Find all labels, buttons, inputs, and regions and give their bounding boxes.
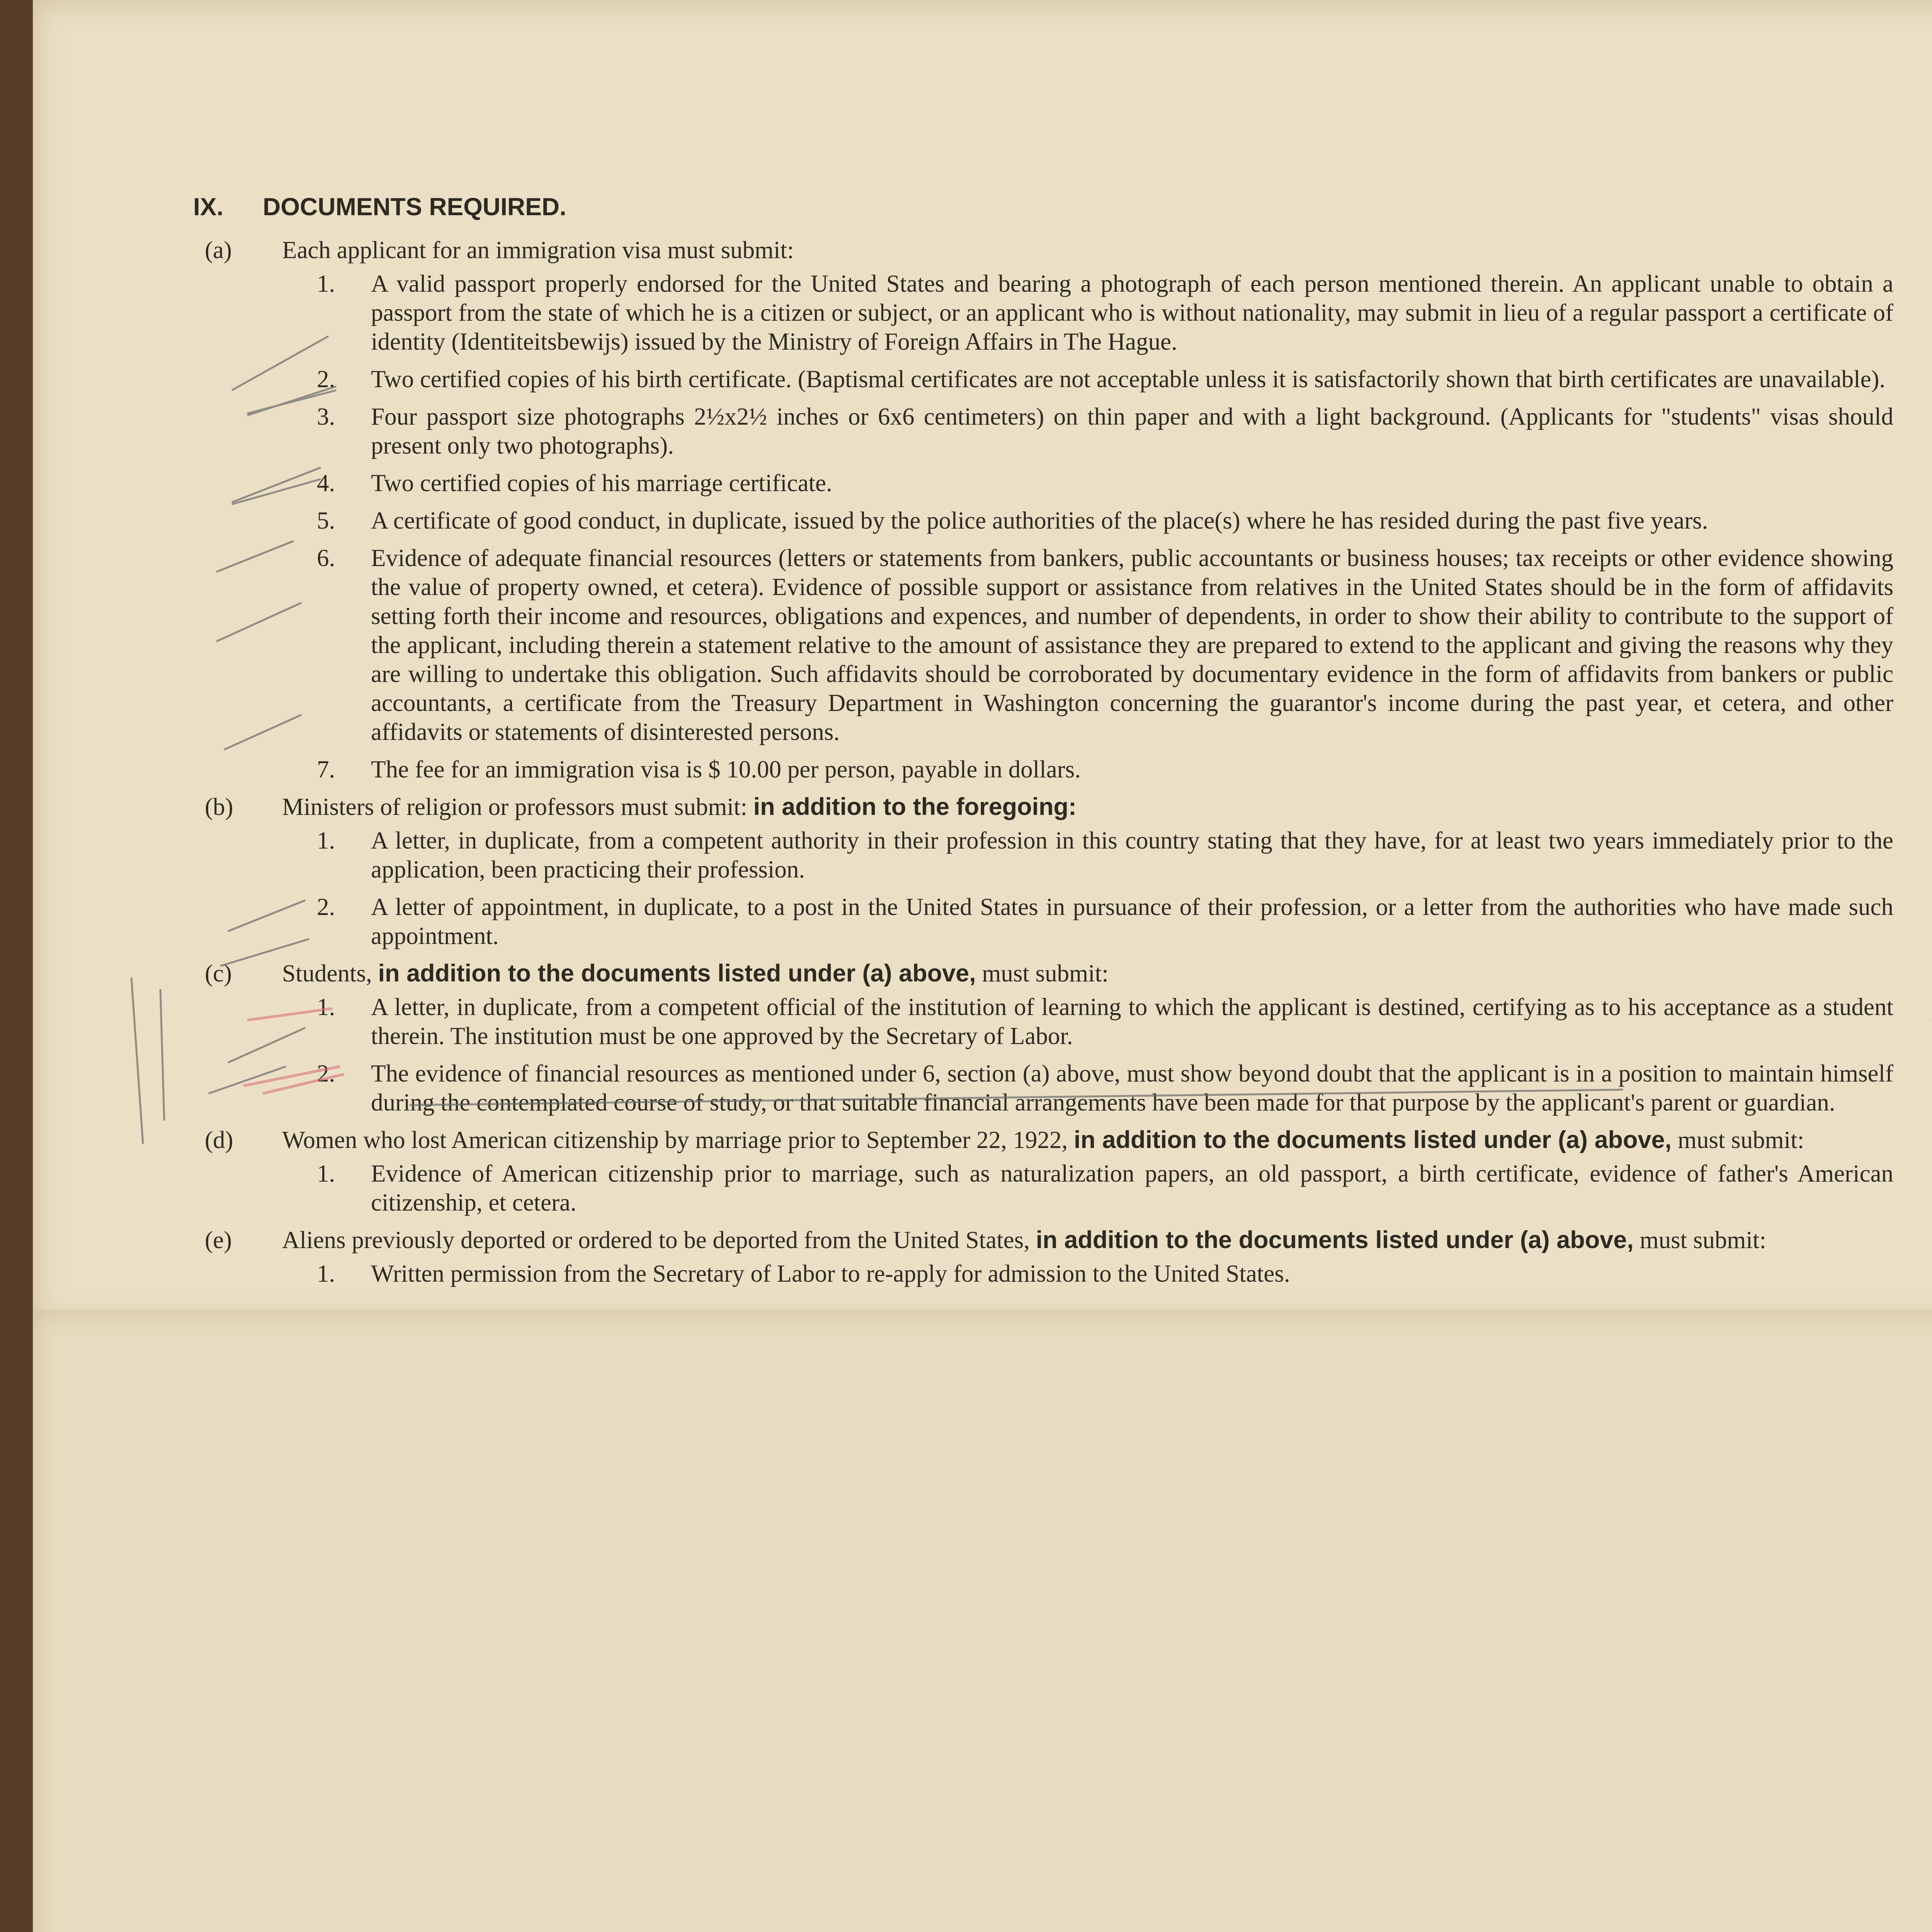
section-intro: Aliens previously deported or ordered to be deported from the United States, in addition to the documents listed under (a) above, must submit: (282, 1226, 1766, 1253)
section-b (193, 793, 1893, 951)
section-d (193, 1126, 1893, 1217)
section-a (193, 236, 1893, 784)
section-c (193, 959, 1893, 1117)
section-intro: Each applicant for an immigration visa must submit: (282, 236, 794, 264)
list-item: 2. Two certified copies of his birth certificate. (Baptismal certificates are not acceptable unless it is satisfactorily shown that birth certificates are unavailable). (317, 366, 1886, 393)
list-item: 2. The evidence of financial resources as mentioned under 6, section (a) above, must show beyond doubt that the applicant is in a position to maintain himself during the contemplated course of study, or that suitable financial arrangements have been made for that purpose by the applicant's parent or guardian. (317, 1060, 1893, 1116)
heading-number: IX. (193, 193, 224, 221)
list-item: 2. A letter of appointment, in duplicate, to a post in the United States in pursuance of their profession, or a letter from the authorities who have made such appointment. (317, 893, 1893, 949)
list-item: 1. A letter, in duplicate, from a competent official of the institution of learning to which the applicant is destined, certifying as to his acceptance as a student therein. The institution must be one approved by the Secretary of Labor. (317, 993, 1893, 1049)
section-intro: Ministers of religion or professors must submit: in addition to the foregoing: (282, 793, 1077, 820)
section-letter: (c) (205, 960, 232, 987)
list-item: 7. The fee for an immigration visa is $ 10.00 per person, payable in dollars. (317, 756, 1081, 783)
list-item: 1. A valid passport properly endorsed for the United States and bearing a photograph of each person mentioned therein. An applicant unable to obtain a passport from the state of which he is a citizen or subject, or an applicant who is without nationality, may submit in lieu of a regular passport a certificate of identity (Identiteitsbewijs) issued by the Ministry of Foreign Affairs in The Hague. (317, 270, 1893, 355)
list-item: 5. A certificate of good conduct, in duplicate, issued by the police authorities of the place(s) where he has resided during the past five years. (317, 507, 1708, 534)
section-intro: Women who lost American citizenship by marriage prior to September 22, 1922, in addition to the documents listed under (a) above, must submit: (282, 1126, 1804, 1153)
section-e (193, 1226, 1893, 1288)
document-body (193, 189, 1893, 1297)
section-intro: Students, in addition to the documents listed under (a) above, must submit: (282, 960, 1109, 987)
list-item: 1. Written permission from the Secretary of Labor to re-apply for admission to the United States. (317, 1260, 1290, 1287)
section-letter: (b) (205, 793, 233, 820)
list-item: 6. Evidence of adequate financial resources (letters or statements from bankers, public accountants or business houses; tax receipts or other evidence showing the value of property owned, et cetera). Evidence of possible support or assistance from relatives in the United States should be in the form of affidavits setting forth their income and resources, obligations and expences, and number of dependents, in order to show their ability to contribute to the support of the applicant, including therein a statement relative to the amount of assistance they are prepared to extend to the applicant and giving the reasons why they are willing to undertake this obligation. Such affidavits should be corroborated by documentary evidence in the form of affidavits from bankers or public accountants, a certificate from the Treasury Department in Washington concerning the guarantor's income during the past year, et cetera, and other affidavits or statements of disinterested persons. (317, 544, 1893, 745)
section-letter: (a) (205, 236, 232, 264)
list-item: 1. A letter, in duplicate, from a competent authority in their profession in this country stating that they have, for at least two years immediately prior to the application, been practicing their profession. (317, 827, 1893, 883)
list-item: 3. Four passport size photographs 2½x2½ inches or 6x6 centimeters) on thin paper and with a light background. (Applicants for "students" visas should present only two photographs). (317, 403, 1893, 459)
list-item: 4. Two certified copies of his marriage certificate. (317, 469, 832, 497)
section-letter: (e) (205, 1226, 232, 1253)
section-heading (193, 189, 1893, 224)
list-item: 1. Evidence of American citizenship prior to marriage, such as naturalization papers, an old passport, a birth certificate, evidence of father's American citizenship, et cetera. (317, 1160, 1893, 1216)
heading-title: DOCUMENTS REQUIRED. (263, 193, 566, 221)
paper-lower-sheet (33, 1310, 1932, 1932)
section-letter: (d) (205, 1126, 233, 1153)
